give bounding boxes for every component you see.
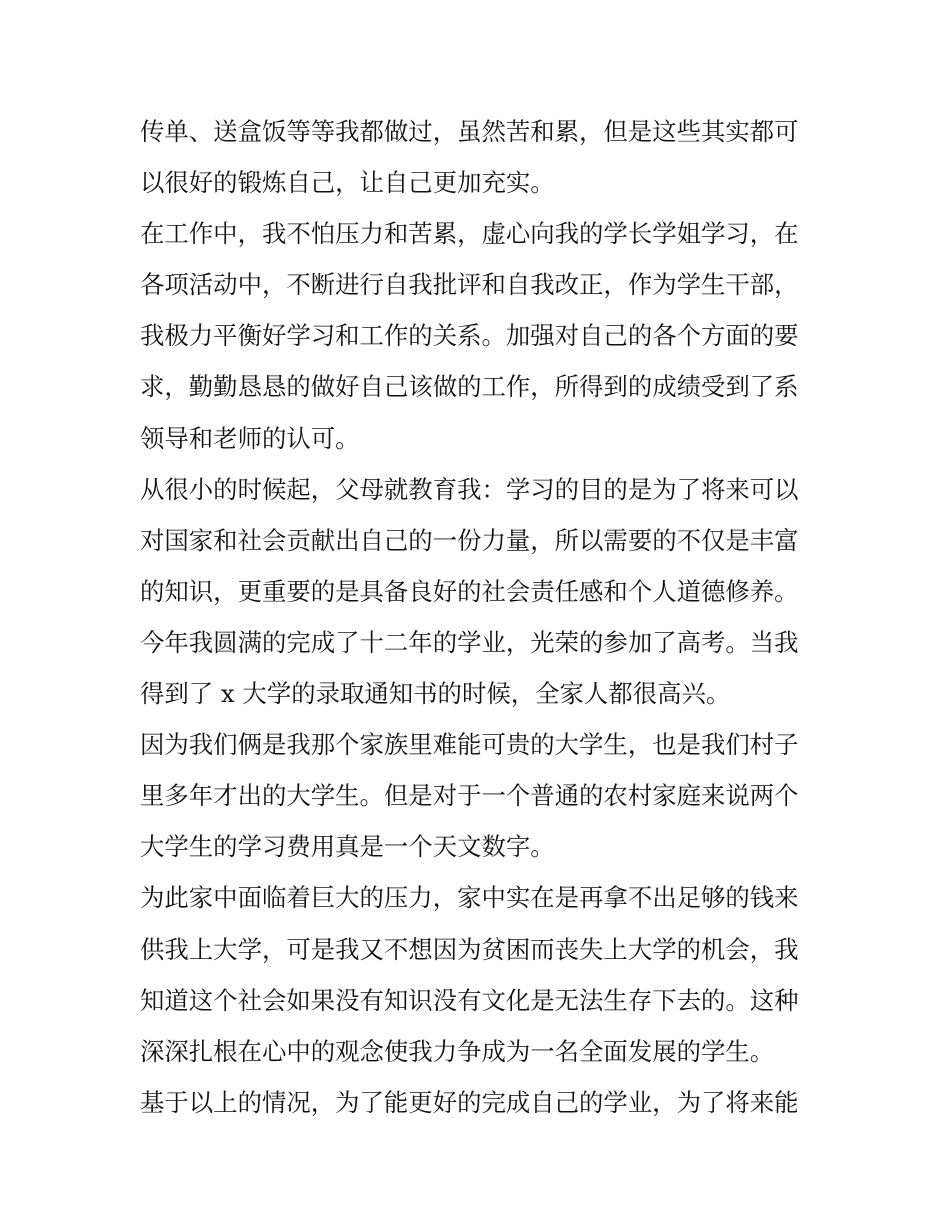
text-line: 各项活动中，不断进行自我批评和自我改正，作为学生干部， xyxy=(140,270,799,300)
paragraph xyxy=(140,872,820,1076)
text-line: 在工作中，我不怕压力和苦累，虚心向我的学长学姐学习，在 xyxy=(140,219,799,249)
text-line: 今年我圆满的完成了十二年的学业，光荣的参加了高考。当我 xyxy=(140,627,799,657)
paragraph xyxy=(140,719,820,872)
paragraph xyxy=(140,617,820,719)
text-line: 得到了 x 大学的录取通知书的时候，全家人都很高兴。 xyxy=(140,679,731,709)
text-line: 大学生的学习费用真是一个天文数字。 xyxy=(140,832,555,862)
text-line: 里多年才出的大学生。但是对于一个普通的农村家庭来说两个 xyxy=(140,781,799,811)
text-line: 从很小的时候起，父母就教育我：学习的目的是为了将来可以 xyxy=(140,474,799,504)
text-line: 以很好的锻炼自己，让自己更加充实。 xyxy=(140,168,555,198)
paragraph xyxy=(140,106,820,208)
document-body xyxy=(140,106,820,1128)
text-line: 我极力平衡好学习和工作的关系。加强对自己的各个方面的要 xyxy=(140,321,799,351)
paragraph xyxy=(140,464,820,617)
paragraph xyxy=(140,208,820,463)
text-line: 基于以上的情况，为了能更好的完成自己的学业，为了将来能 xyxy=(140,1087,799,1117)
text-line: 供我上大学，可是我又不想因为贫困而丧失上大学的机会，我 xyxy=(140,934,799,964)
text-line: 为此家中面临着巨大的压力，家中实在是再拿不出足够的钱来 xyxy=(140,883,799,913)
text-line: 求，勤勤恳恳的做好自己该做的工作，所得到的成绩受到了系 xyxy=(140,372,799,402)
text-line: 对国家和社会贡献出自己的一份力量，所以需要的不仅是丰富 xyxy=(140,525,799,555)
text-line: 因为我们俩是我那个家族里难能可贵的大学生，也是我们村子 xyxy=(140,730,799,760)
text-line: 的知识，更重要的是具备良好的社会责任感和个人道德修养。 xyxy=(140,576,799,606)
text-line: 领导和老师的认可。 xyxy=(140,423,360,453)
text-line: 深深扎根在心中的观念使我力争成为一名全面发展的学生。 xyxy=(140,1036,775,1066)
paragraph xyxy=(140,1077,820,1128)
text-line: 知道这个社会如果没有知识没有文化是无法生存下去的。这种 xyxy=(140,985,799,1015)
text-line: 传单、送盒饭等等我都做过，虽然苦和累，但是这些其实都可 xyxy=(140,117,799,146)
